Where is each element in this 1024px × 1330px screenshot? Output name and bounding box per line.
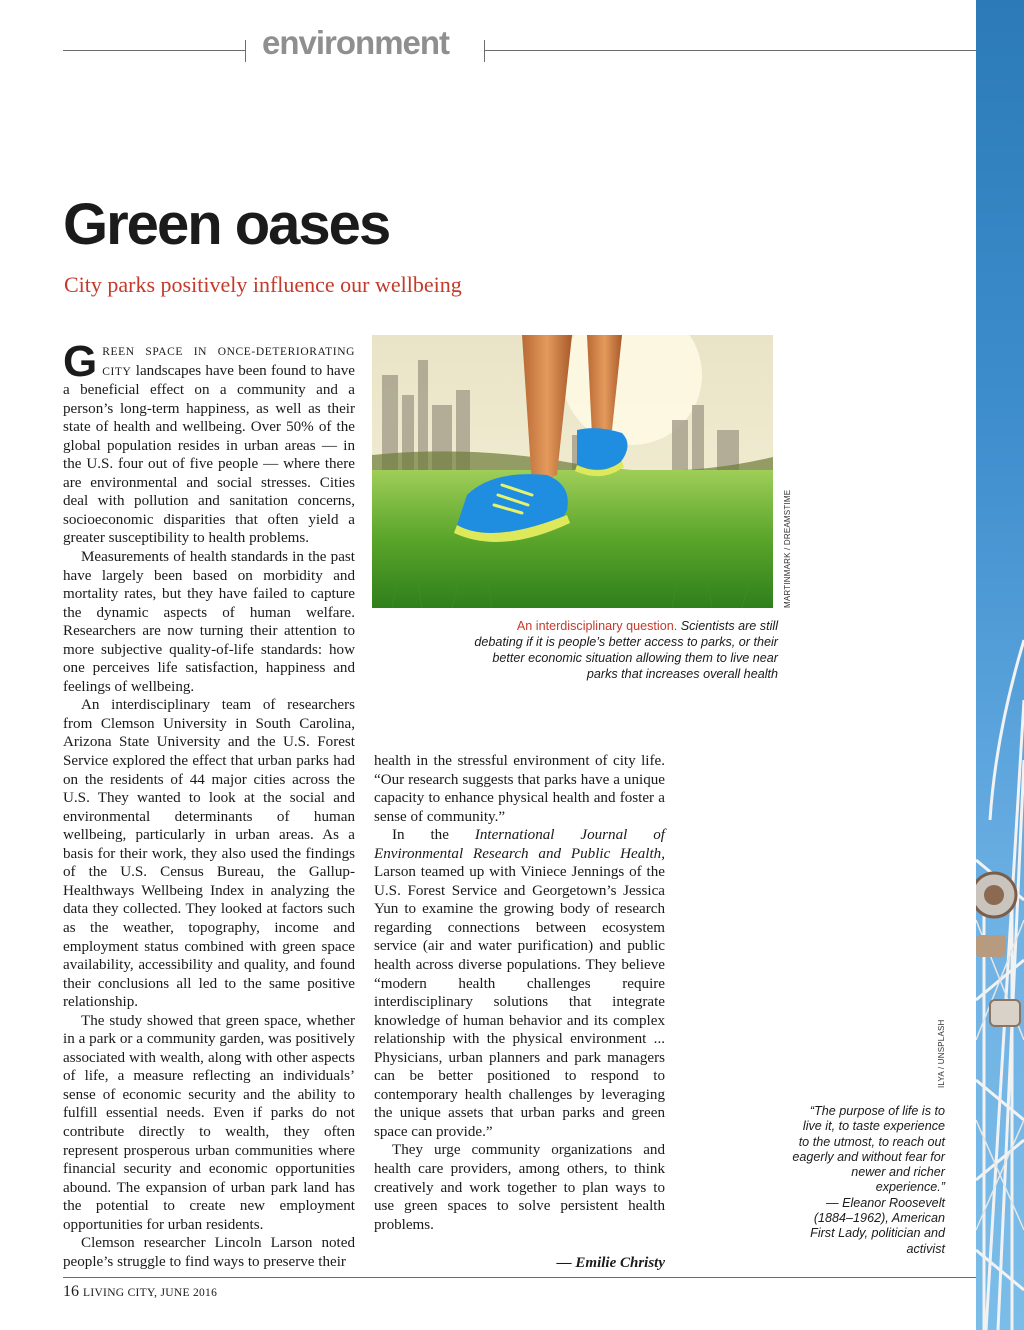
col1-paragraph-1 <box>63 337 355 548</box>
col1-paragraph-1-text: landscapes have been found to have a beneficial effect on a community and a person’s long-term happiness, as well as their state of health and wellbeing. Over 50% of the global population resides in urban areas — in the U.S. four out of five people — where there are environmental and social stresses. Cities deal with pollution and sanitation concerns, socioeconomic disparities that often yield a greater susceptibility to health problems. <box>63 362 355 547</box>
ferris-wheel-illustration <box>976 0 1024 1330</box>
col1-paragraph-5: Clemson researcher Lincoln Larson noted people’s struggle to find ways to preserve their <box>63 1235 355 1270</box>
caption-text: Scientists are still debating if it is people’s better access to parks, or their better economic situation allowing them to live near parks that increases overall health <box>474 619 778 681</box>
col1-paragraph-2: Measurements of health standards in the past have largely been based on morbidity and mortality rates, but they have failed to capture the dynamic aspects of human welfare. Researchers are now turning their attention to more subjective quality-of-life standards: how one perceives life satisfaction, happiness and feelings of wellbeing. <box>63 549 355 695</box>
header-rule-left <box>63 50 246 51</box>
page-number: 16 <box>63 1283 79 1300</box>
side-photo-credit: ILYA / UNSPLASH <box>937 1019 946 1088</box>
photo-caption <box>468 618 778 682</box>
col2-paragraph-3: They urge community organizations and health care providers, among others, to think creatively and work together to plan ways to use green spaces to solve persistent health problems. <box>374 1142 665 1233</box>
article-column-2 <box>374 752 665 1234</box>
quote-text: “The purpose of life is to live it, to taste experience to the utmost, to reach out eagerly and without fear for newer and richer experience.” <box>792 1104 945 1195</box>
col1-paragraph-3: An interdisciplinary team of researchers from Clemson University in South Carolina, Arizona State University and the U.S. Forest Service explored the effect that urban parks had on the residents of 44 major cities across the U.S. They wanted to look at the social and environmental determinants of human wellbeing, particularly in urban areas. As a basis for their work, they also used the findings of the U.S. Census Bureau, the Gallup-Healthways Wellbeing Index in analyzing the data they collected. They looked at factors such as the weather, topography, income and employment status combined with green space availability, accessibility and quality, and found their conclusions all led to the same positive relationship. <box>63 697 355 1011</box>
lead-smallcaps: REEN SPACE IN ONCE-DETERIORATING CITY <box>102 346 355 378</box>
col2-paragraph-2-body: Larson teamed up with Viniece Jennings of the U.S. Forest Service and Georgetown’s Jessica Yun to examine the growing body of research regarding connections between ecosystem service (air and water purification) and public health across diverse populations. They believe “modern health challenges require interdisciplinary solutions that integrate knowledge of human behavior and its complex relationship with the physical environment ... Physicians, urban planners and park managers can be better positioned to respond to contemporary health challenges by leveraging the unique assets that urban parks and green space can provide.” <box>374 864 665 1140</box>
header-rule-right <box>484 50 976 51</box>
page-folio <box>63 1282 217 1303</box>
photo-running-shoes <box>372 335 773 608</box>
running-shoes-illustration <box>372 335 773 608</box>
drop-cap: G <box>63 337 98 386</box>
col2-paragraph-1: health in the stressful environment of city life. “Our research suggests that parks have a unique capacity to enhance physical health and foster a sense of community.” <box>374 753 665 825</box>
article-title: Green oases <box>63 192 390 257</box>
publication-name: LIVING CITY, JUNE 2016 <box>83 1287 218 1299</box>
article-subtitle: City parks positively influence our wellbeing <box>64 272 462 297</box>
quote-attribution: — Eleanor Roosevelt (1884–1962), American First Lady, politician and activist <box>810 1195 945 1256</box>
footer-rule <box>63 1277 976 1278</box>
col1-paragraph-4: The study showed that green space, whether in a park or a community garden, was positively associated with wealth, along with other aspects of life, a measure reflecting an individuals’ sense of economic security and the ability to fulfill essential needs. Even if parks do not contribute directly to wealth, they often represent prosperous urban communities where financial security and economic opportunities abound. The expansion of urban park land has the potential to create new employment opportunities for urban residents. <box>63 1012 355 1233</box>
photo-credit: MARTINMARK / DREAMSTIME <box>783 489 792 608</box>
col2-paragraph-2 <box>374 826 665 1141</box>
side-photo-ferris-wheel <box>976 0 1024 1330</box>
pull-quote <box>790 1104 945 1257</box>
article-byline: — Emilie Christy <box>556 1255 665 1271</box>
header-tick-left <box>245 40 246 62</box>
col2-paragraph-2-intro: In the <box>392 827 475 844</box>
header-tick-right <box>484 40 485 62</box>
journal-title: International Journal of Environmental Research and Public Health, <box>374 827 665 862</box>
section-label: environment <box>262 24 450 61</box>
caption-lead: An interdisciplinary question. <box>516 619 678 633</box>
article-column-1 <box>63 337 355 1271</box>
